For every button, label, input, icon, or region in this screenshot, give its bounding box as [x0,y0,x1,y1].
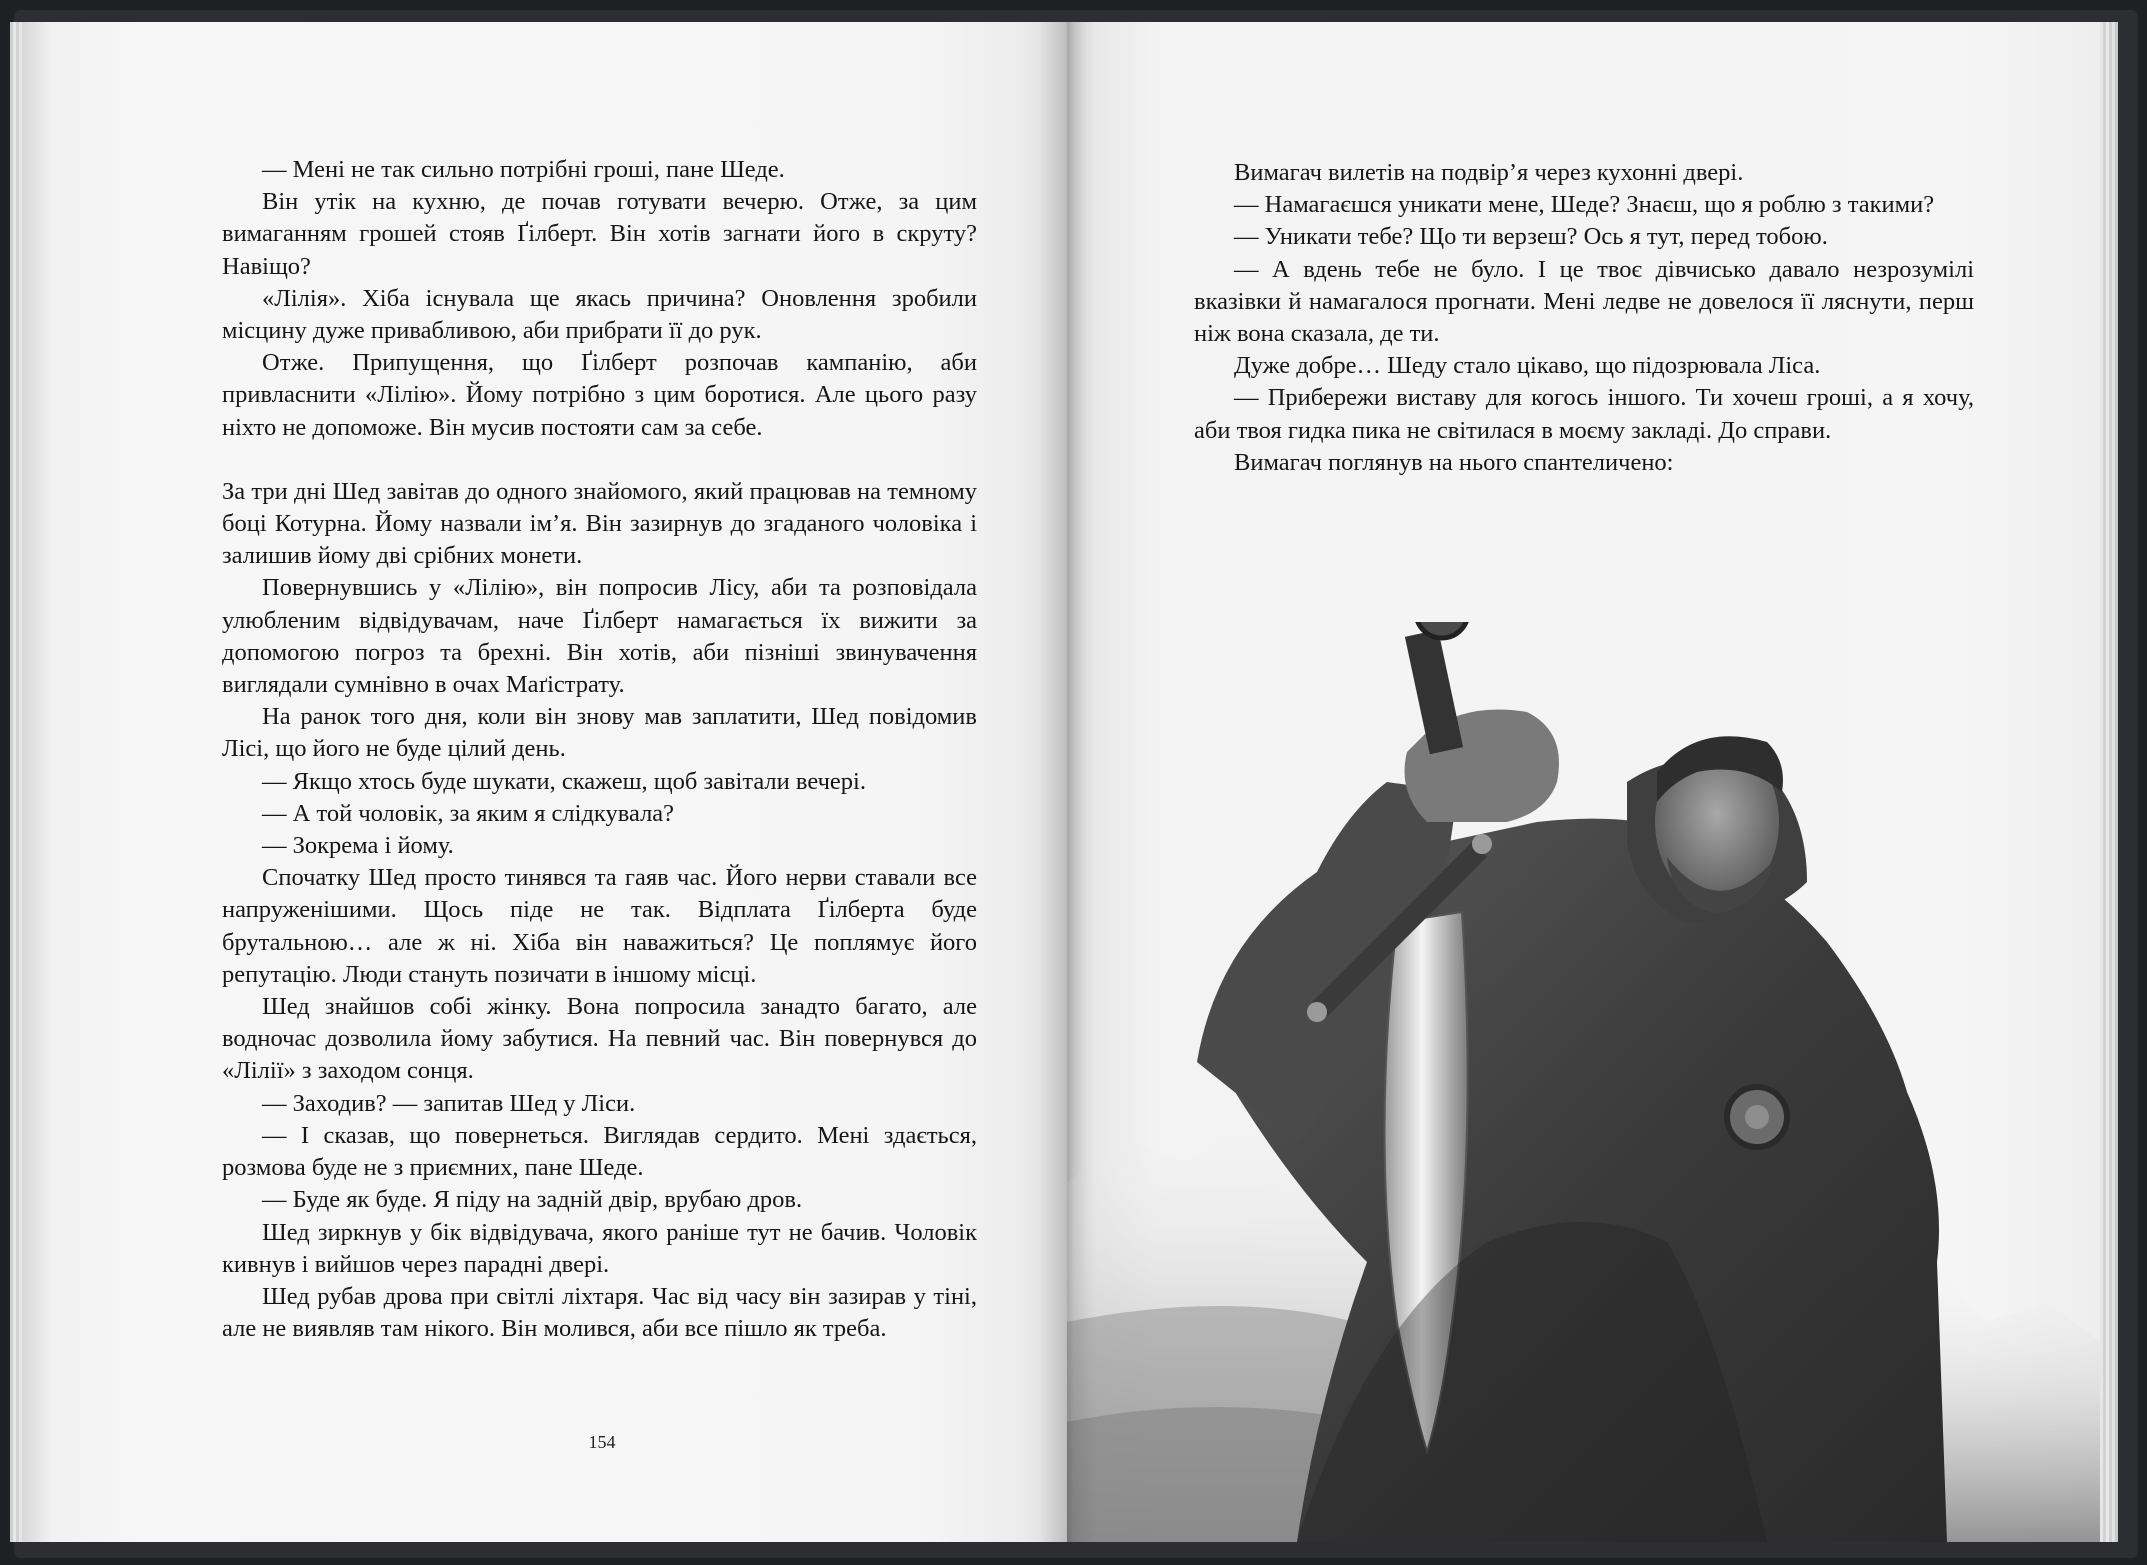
paragraph: На ранок того дня, коли він знову мав заплатити, Шед повідомив Лісі, що його не буде цілий день. [222,703,977,763]
right-page-text [1194,157,1974,479]
paragraph: — Якщо хтось буде шукати, скажеш, щоб завітали вечері. [262,767,866,795]
paragraph: Дуже добре… Шеду стало цікаво, що підозрювала Ліса. [1234,352,1821,380]
page-number: 154 [588,1432,616,1452]
sword-grip [1405,630,1463,754]
left-page-text [222,154,977,1345]
paragraph: — І сказав, що повернеться. Виглядав сердито. Мені здається, розмова буде не з приємних, пане Шеде. [222,1121,977,1182]
paragraph: «Лілія». Хіба існувала ще якась причина? Оновлення зробили місцину дуже привабливою, аби прибрати її до рук. [222,284,977,345]
paragraph: — Уникати тебе? Що ти верзеш? Ось я тут, перед тобою. [1234,223,1828,251]
paragraph: За три дні Шед завітав до одного знайомого, який працював на темному боці Котурна. Йому назвали ім’я. Він зазирнув до згаданого чоловіка і залишив йому дві срібних монети. [222,477,977,570]
right-page [1067,22,2100,1542]
paragraph: Шед знайшов собі жінку. Вона попросила занадто багато, але водночас дозволила йому забутися. На певний час. Він повернувся до «Лілії» з заходом сонця. [222,993,977,1085]
left-page [22,22,1067,1542]
paragraph: — Заходив? — запитав Шед у Ліси. [262,1089,636,1117]
paragraph: — Буде як буде. Я піду на задній двір, врубаю дров. [262,1186,803,1214]
paragraph: Шед зиркнув у бік відвідувача, якого раніше тут не бачив. Чоловік кивнув і вийшов через парадні двері. [222,1218,977,1278]
paragraph: — Прибережи виставу для когось іншого. Ти хочеш гроші, а я хочу, аби твоя гидка пика не світилася в моєму закладі. До справи. [1194,384,1974,444]
paragraph: — А той чоловік, за яким я слідкувала? [262,799,675,827]
paragraph: — Намагаєшся уникати мене, Шеде? Знаєш, що я роблю з такими? [1234,191,1935,219]
paragraph: — А вдень тебе не було. І це твоє дівчисько давало незрозумілі вказівки й намагалося прогнати. Мені ледве не довелося її ляснути, перш ніж вона сказала, де ти. [1194,255,1974,348]
paragraph: Він утік на кухню, де почав готувати вечерю. Отже, за цим вимаганням грошей стояв Ґілберт. Він хотів загнати його в скруту? Навіщо? [222,188,977,280]
paragraph: Спочатку Шед просто тинявся та гаяв час. Його нерви ставали все напруженішими. Щось піде не так. Відплата Ґілберта буде брутальною… але ж ні. Хіба він наважиться? Це поплямує його репутацію. Люди стануть позичати в іншому місці. [222,864,977,988]
paragraph: Вимагач поглянув на нього спантеличено: [1234,448,1674,476]
paragraph: Повернувшись у «Лілію», він попросив Лісу, аби та розповідала улюбленим відвідувачам, наче Ґілберт намагається їх вижити за допомогою погроз та брехні. Він хотів, аби пізніші звинувачення виглядали сумнівно в очах Маґістрату. [222,574,977,699]
paragraph: — Зокрема і йому. [262,832,454,860]
warrior-illustration [1067,622,2100,1542]
paragraph: Вимагач вилетів на подвір’я через кухонні двері. [1234,159,1744,186]
paragraph: Отже. Припущення, що Ґілберт розпочав кампанію, аби привласнити «Лілію». Йому потрібно з цим боротися. Але цього разу ніхто не допоможе. Він мусив постояти сам за себе. [222,349,977,441]
paragraph: — Мені не так сильно потрібні гроші, пане Шеде. [262,156,785,183]
paragraph: Шед рубав дрова при світлі ліхтаря. Час від часу він зазирав у тіні, але не виявляв там нікого. Він молився, аби все пішло як треба. [222,1282,977,1343]
